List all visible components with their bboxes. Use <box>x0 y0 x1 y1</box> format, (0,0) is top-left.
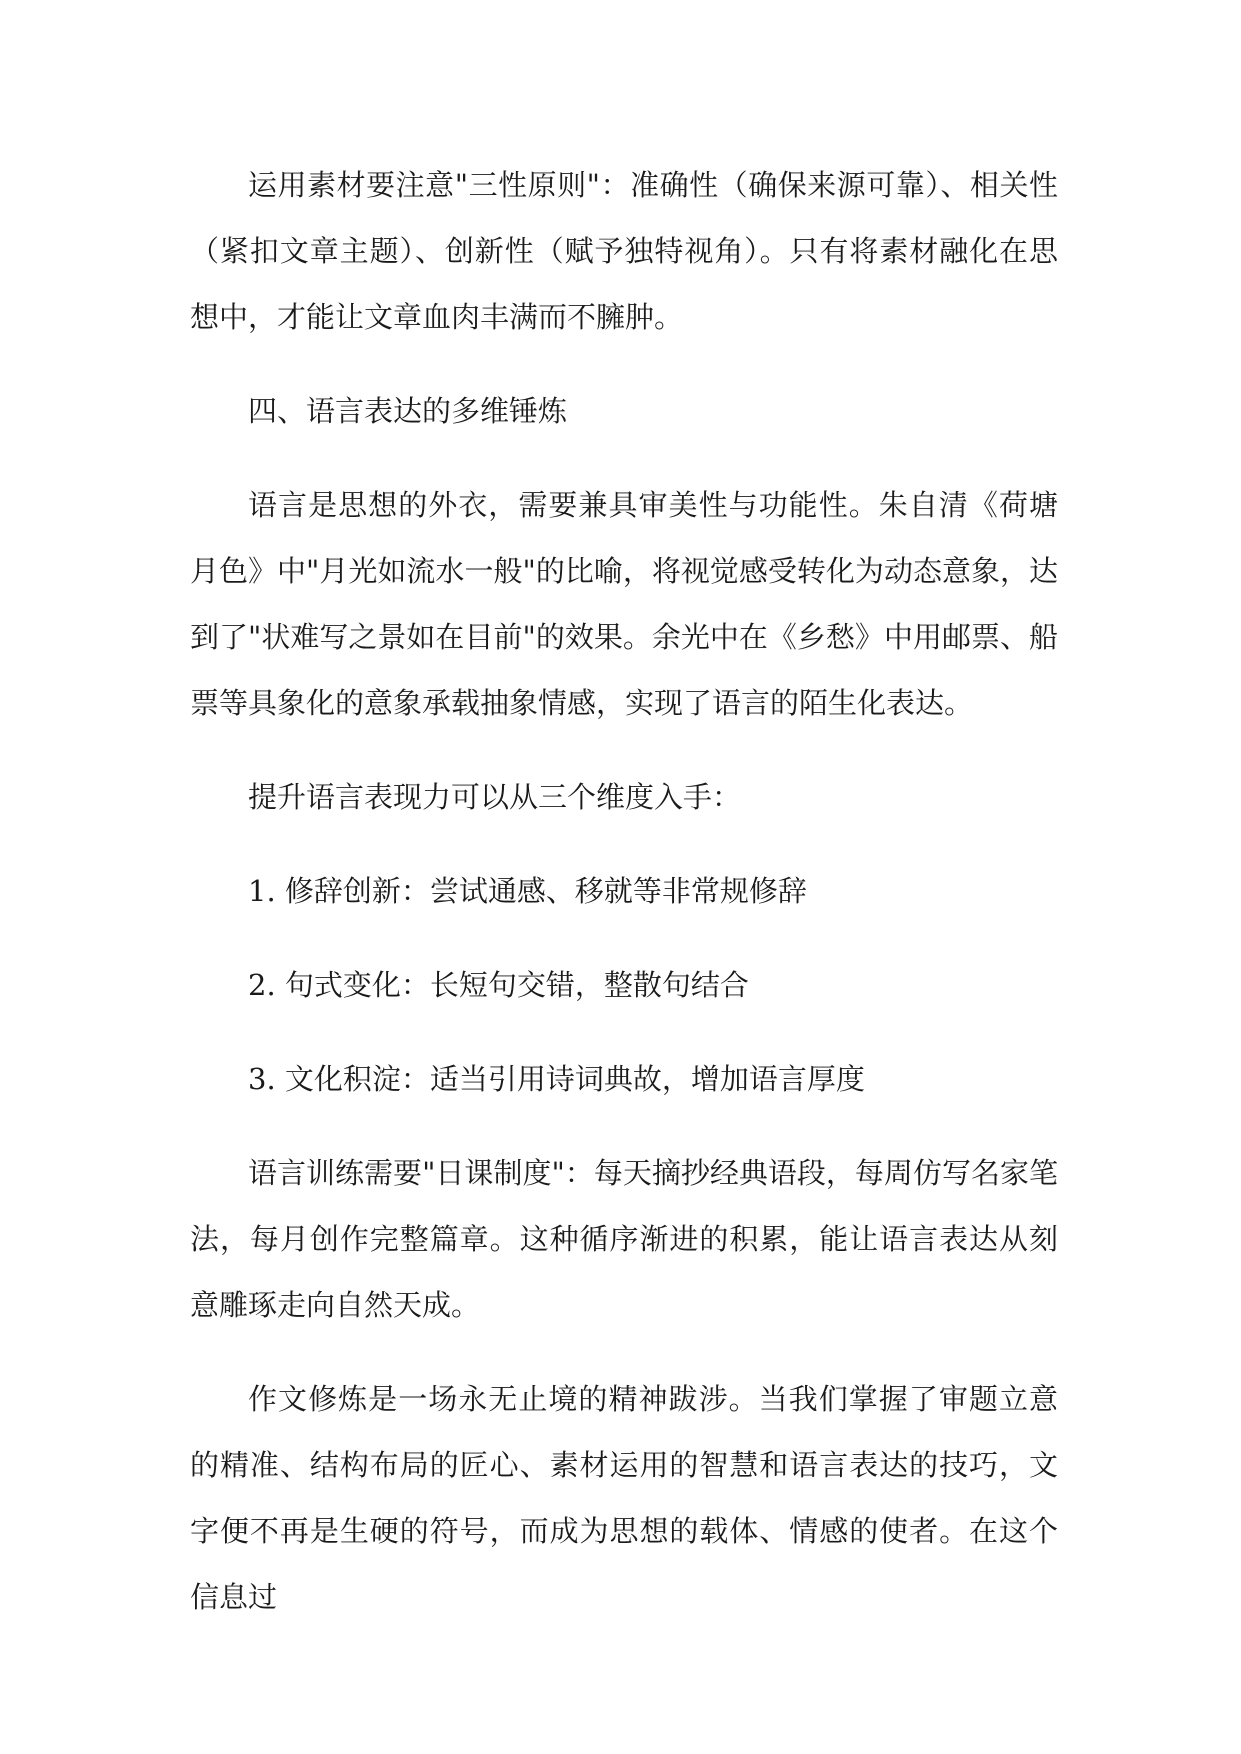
document-body <box>190 152 1058 1658</box>
paragraph-language-examples: 语言是思想的外衣，需要兼具审美性与功能性。朱自清《荷塘月色》中"月光如流水一般"的比喻，将视觉感受转化为动态意象，达到了"状难写之景如在目前"的效果。余光中在《乡愁》中用邮票、船票等具象化的意象承载抽象情感，实现了语言的陌生化表达。 <box>190 488 1058 720</box>
list-item-rhetoric: 1. 修辞创新：尝试通感、移就等非常规修辞 <box>248 874 807 908</box>
paragraph-material-principles: 运用素材要注意"三性原则"：准确性（确保来源可靠）、相关性（紧扣文章主题）、创新性（赋予独特视角）。只有将素材融化在思想中，才能让文章血肉丰满而不臃肿。 <box>190 168 1058 334</box>
section-heading-language: 四、语言表达的多维锤炼 <box>248 394 568 428</box>
paragraph-daily-practice: 语言训练需要"日课制度"：每天摘抄经典语段，每周仿写名家笔法，每月创作完整篇章。这种循序渐进的积累，能让语言表达从刻意雕琢走向自然天成。 <box>190 1156 1058 1322</box>
list-item-sentence: 2. 句式变化：长短句交错，整散句结合 <box>248 968 749 1002</box>
paragraph-three-dimensions: 提升语言表现力可以从三个维度入手： <box>248 780 742 814</box>
list-item-culture: 3. 文化积淀：适当引用诗词典故，增加语言厚度 <box>248 1062 865 1096</box>
paragraph-conclusion: 作文修炼是一场永无止境的精神跋涉。当我们掌握了审题立意的精准、结构布局的匠心、素材运用的智慧和语言表达的技巧，文字便不再是生硬的符号，而成为思想的载体、情感的使者。在这个信息过 <box>190 1382 1058 1614</box>
